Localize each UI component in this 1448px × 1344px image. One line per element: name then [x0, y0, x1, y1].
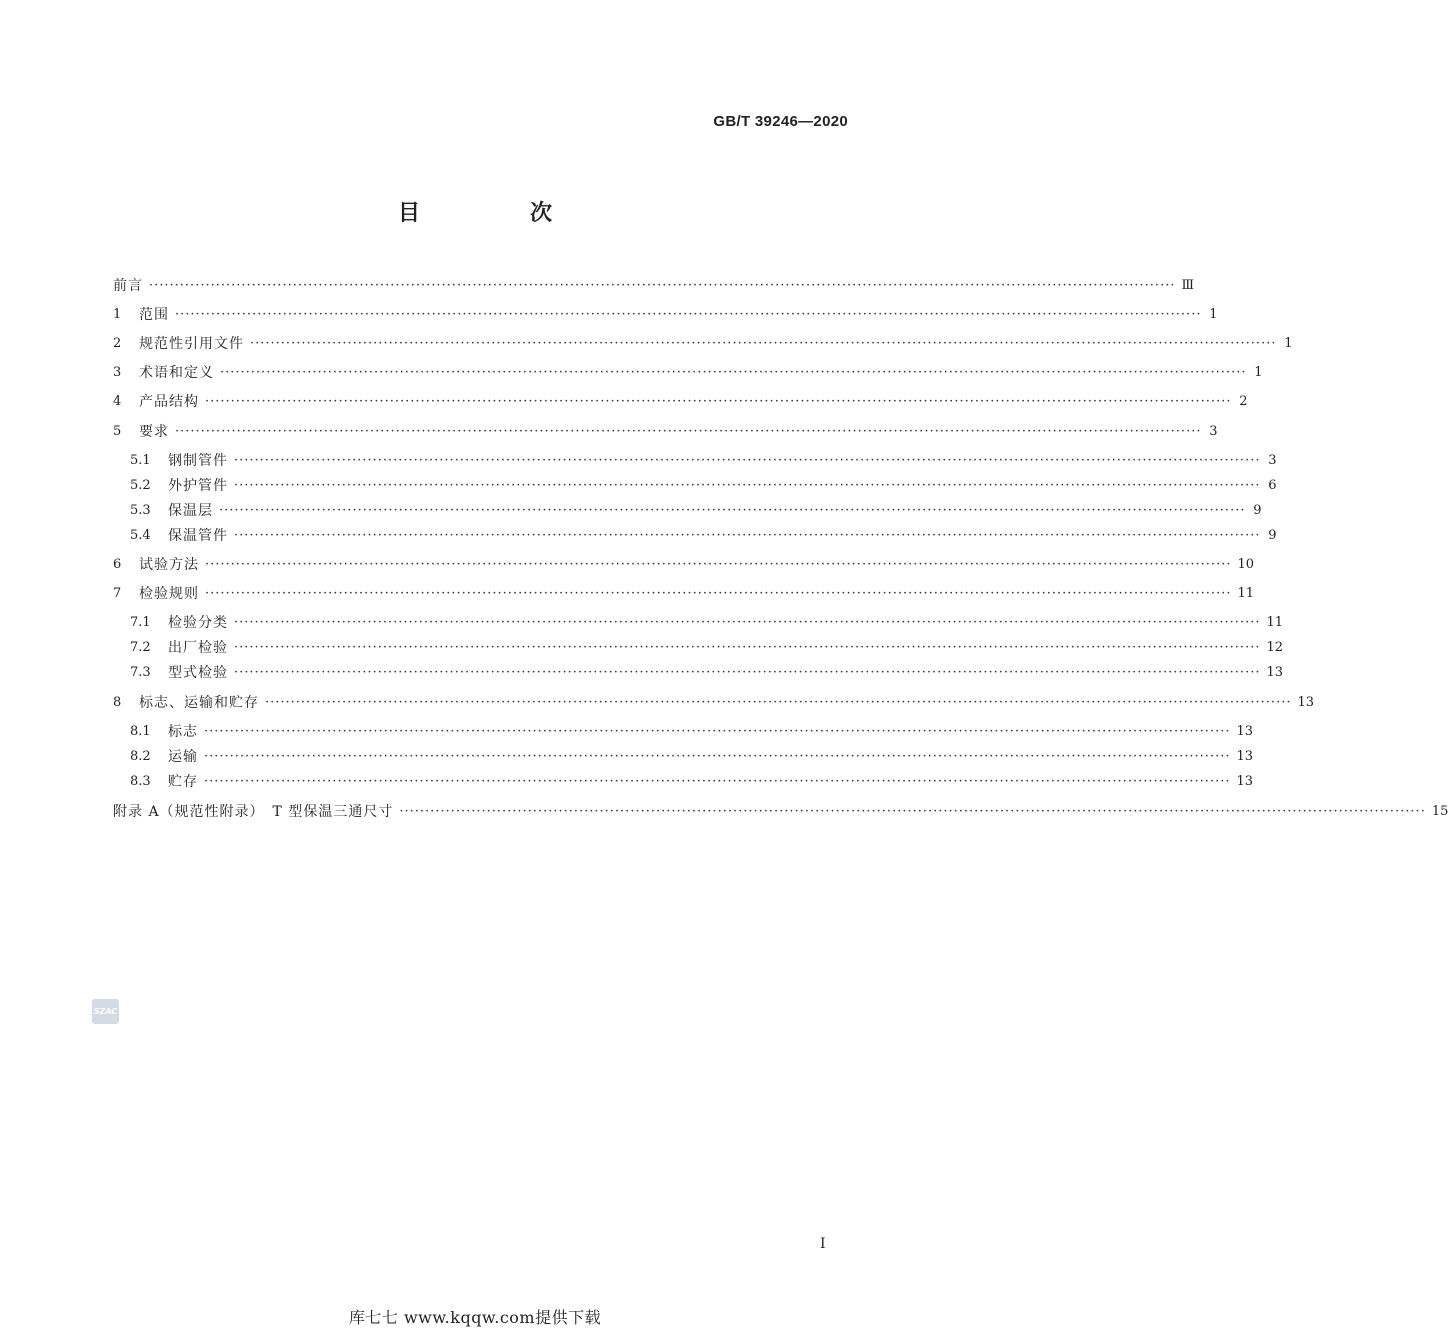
toc-entry[interactable]: [130, 524, 1277, 546]
toc-entry-page: 6: [1268, 477, 1277, 493]
toc-entry-label: 检验分类: [168, 615, 228, 631]
toc-leader-dots: ········································································································································································································: [399, 803, 1426, 819]
toc-entry-label: 运输: [168, 749, 198, 765]
toc-entry-page: 13: [1297, 694, 1315, 710]
toc-entry-label: 保温层: [168, 503, 213, 519]
toc-entry-label: 产品结构: [139, 394, 199, 410]
toc-entry[interactable]: [130, 499, 1262, 521]
toc-entry[interactable]: [113, 303, 1218, 325]
toc-entry[interactable]: [130, 636, 1284, 658]
toc-entry-number: 5.1: [130, 452, 151, 468]
toc-entry-label: 附录 A（规范性附录） T 型保温三通尺寸: [113, 804, 394, 820]
toc-entry-page: 9: [1268, 527, 1277, 543]
toc-entry-label: 出厂检验: [168, 640, 228, 656]
toc-entry-label: 范围: [139, 307, 169, 323]
toc-entry-number: 5.4: [130, 527, 151, 543]
toc-entry-label: 规范性引用文件: [139, 336, 244, 352]
toc-entry-page: 2: [1239, 393, 1248, 409]
toc-leader-dots: ········································································································································································································: [250, 335, 1277, 351]
toc-leader-dots: ········································································································································································································: [234, 664, 1261, 680]
toc-entry-page: 1: [1209, 306, 1218, 322]
toc-entry-page: 12: [1266, 639, 1284, 655]
toc-leader-dots: ········································································································································································································: [234, 527, 1261, 543]
toc-entry-number: 6: [113, 556, 122, 572]
toc-leader-dots: ········································································································································································································: [204, 773, 1231, 789]
page-number: I: [820, 1236, 826, 1252]
toc-entry-label: 前言: [113, 278, 143, 294]
toc-entry-page: 11: [1266, 614, 1284, 630]
toc-entry[interactable]: [113, 582, 1255, 604]
toc-leader-dots: ········································································································································································································: [205, 585, 1232, 601]
toc-entry-number: 4: [113, 393, 122, 409]
toc-entry-number: 1: [113, 306, 122, 322]
toc-entry-label: 贮存: [168, 774, 198, 790]
toc-entry[interactable]: [113, 390, 1248, 412]
toc-leader-dots: ········································································································································································································: [149, 277, 1176, 293]
toc-entry-page: 3: [1268, 452, 1277, 468]
toc-entry[interactable]: [130, 770, 1254, 792]
toc-entry-label: 钢制管件: [168, 453, 228, 469]
toc-entry-page: 3: [1209, 423, 1218, 439]
toc-entry-label: 标志: [168, 724, 198, 740]
toc-leader-dots: ········································································································································································································: [175, 423, 1202, 439]
toc-entry-page: 13: [1236, 773, 1254, 789]
page-title: 目 次: [397, 201, 596, 226]
toc-entry[interactable]: [113, 361, 1263, 383]
toc-entry-number: 3: [113, 364, 122, 380]
toc-leader-dots: ········································································································································································································: [220, 364, 1247, 380]
toc-entry[interactable]: [130, 474, 1277, 496]
szac-logo: SZAC: [92, 999, 119, 1024]
toc-entry-page: 1: [1284, 335, 1293, 351]
toc-leader-dots: ········································································································································································································: [265, 694, 1292, 710]
toc-entry-page: 13: [1266, 664, 1284, 680]
toc-entry-label: 外护管件: [168, 478, 228, 494]
toc-entry-label: 试验方法: [139, 557, 199, 573]
toc-entry-number: 5.3: [130, 502, 151, 518]
toc-entry-page: 13: [1236, 723, 1254, 739]
toc-entry-number: 5: [113, 423, 122, 439]
toc-entry-number: 7: [113, 585, 122, 601]
toc-leader-dots: ········································································································································································································: [204, 748, 1231, 764]
toc-entry-number: 2: [113, 335, 122, 351]
toc-entry-number: 7.3: [130, 664, 151, 680]
toc-entry-number: 8.1: [130, 723, 151, 739]
toc-entry-page: 13: [1236, 748, 1254, 764]
toc-leader-dots: ········································································································································································································: [205, 556, 1232, 572]
toc-entry-label: 术语和定义: [139, 365, 214, 381]
toc-entry[interactable]: [113, 332, 1293, 354]
toc-leader-dots: ········································································································································································································: [219, 502, 1246, 518]
toc-entry[interactable]: [113, 274, 1195, 296]
toc-entry-number: 8.2: [130, 748, 151, 764]
toc-entry-label: 保温管件: [168, 528, 228, 544]
toc-entry[interactable]: [113, 553, 1255, 575]
toc-leader-dots: ········································································································································································································: [204, 723, 1231, 739]
toc-entry-number: 8.3: [130, 773, 151, 789]
toc-entry[interactable]: [130, 449, 1277, 471]
toc-entry[interactable]: [130, 720, 1254, 742]
toc-entry[interactable]: [113, 420, 1218, 442]
toc-leader-dots: ········································································································································································································: [234, 639, 1261, 655]
toc-leader-dots: ········································································································································································································: [234, 477, 1261, 493]
toc-entry-number: 5.2: [130, 477, 151, 493]
toc-entry-label: 标志、运输和贮存: [139, 695, 259, 711]
toc-leader-dots: ········································································································································································································: [234, 452, 1261, 468]
toc-entry-label: 检验规则: [139, 586, 199, 602]
toc-leader-dots: ········································································································································································································: [205, 393, 1232, 409]
footer-text: 库七七 www.kqqw.com提供下载: [348, 1308, 602, 1327]
toc-entry[interactable]: [130, 661, 1284, 683]
toc-entry-number: 7.2: [130, 639, 151, 655]
toc-leader-dots: ········································································································································································································: [175, 306, 1202, 322]
toc-entry-page: 15: [1431, 803, 1448, 819]
toc-entry-number: 7.1: [130, 614, 151, 630]
toc-entry[interactable]: [113, 691, 1315, 713]
toc-entry-label: 型式检验: [168, 665, 228, 681]
toc-entry-page: Ⅲ: [1181, 277, 1195, 293]
toc-entry-page: 1: [1254, 364, 1263, 380]
standard-code: GB/T 39246—2020: [713, 113, 848, 130]
toc-entry-page: 11: [1237, 585, 1255, 601]
toc-entry-number: 8: [113, 694, 122, 710]
toc-entry[interactable]: [130, 745, 1254, 767]
toc-leader-dots: ········································································································································································································: [234, 614, 1261, 630]
toc-entry-page: 9: [1253, 502, 1262, 518]
toc-entry-page: 10: [1237, 556, 1255, 572]
toc-entry[interactable]: [130, 611, 1284, 633]
toc-entry-label: 要求: [139, 424, 169, 440]
toc-entry[interactable]: [113, 800, 1448, 822]
